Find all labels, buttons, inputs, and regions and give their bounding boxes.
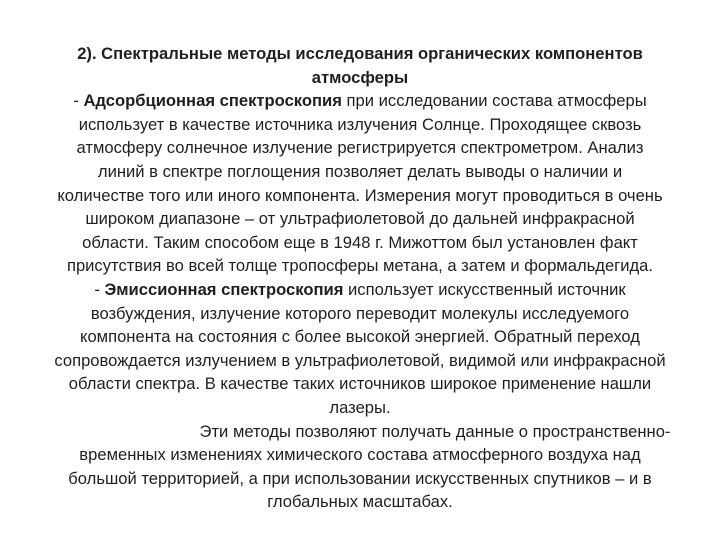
dash: -	[94, 279, 105, 299]
paragraph-conclusion-line-3: большой территорией, а при использовании искусственных спутников – и в	[68, 468, 652, 488]
dash: -	[73, 91, 84, 111]
paragraph-conclusion-line-2: временных изменениях химического состава атмосферного воздуха над	[79, 445, 641, 465]
paragraph-emission-line-3: компонента на состояния с более высокой энергией. Обратный переход	[80, 327, 640, 347]
paragraph-adsorption-line-2: использует в качестве источника излучения Солнце. Проходящее сквозь	[78, 114, 642, 134]
slide-text	[0, 42, 720, 514]
paragraph-adsorption-line-7: области. Таким способом еще в 1948 г. Мижоттом был установлен факт	[82, 232, 638, 252]
paragraph-emission-line-4: сопровождается излучением в ультрафиолетовой, видимой или инфракрасной	[54, 350, 666, 370]
paragraph-adsorption-line-8: присутствия во всей толще тропосферы метана, а затем и формальдегида.	[66, 256, 654, 276]
paragraph-emission-line-6: лазеры.	[329, 397, 391, 417]
term-adsorption-spectroscopy: Адсорбционная спектроскопия	[83, 91, 342, 111]
paragraph-adsorption-line-5: количестве того или иного компонента. Измерения могут проводиться в очень	[57, 185, 663, 205]
paragraph-adsorption-line-3: атмосферу солнечное излучение регистрируется спектрометром. Анализ	[76, 138, 644, 158]
paragraph-adsorption-line-1: - Адсорбционная спектроскопия при исследовании состава атмосферы	[73, 91, 647, 111]
paragraph-emission-line-1: - Эмиссионная спектроскопия использует искусственный источник	[94, 279, 626, 299]
paragraph-conclusion-line-1: Эти методы позволяют получать данные о пространственно-	[199, 421, 671, 441]
paragraph-adsorption-line-4: линий в спектре поглощения позволяет делать выводы о наличии и	[97, 161, 623, 181]
paragraph-emission-line-2: возбуждения, излучение которого переводит молекулы исследуемого	[90, 303, 630, 323]
title-line-1: 2). Спектральные методы исследования органических компонентов	[77, 44, 643, 63]
term-emission-spectroscopy: Эмиссионная спектроскопия	[104, 279, 344, 299]
paragraph-emission-line-5: области спектра. В качестве таких источников широкое применение нашли	[68, 374, 652, 394]
title-line-2: атмосферы	[311, 67, 409, 87]
paragraph-conclusion-line-4: глобальных масштабах.	[267, 492, 453, 512]
paragraph-adsorption-line-6: широком диапазоне – от ультрафиолетовой до дальней инфракрасной	[85, 209, 635, 229]
